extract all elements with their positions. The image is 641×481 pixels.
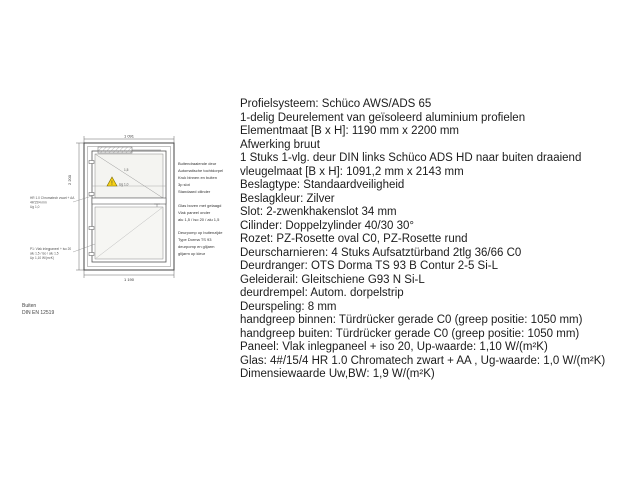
- note-left-glass: [30, 196, 75, 209]
- spec-line-afwerking: Afwerking bruut: [240, 138, 320, 151]
- spec-line-slot: Slot: 2-zwenkhakenslot 34 mm: [240, 206, 397, 218]
- door-closer: [98, 147, 132, 153]
- hinge-icon: [89, 227, 94, 230]
- specification-text-block: [240, 98, 638, 382]
- spec-line-beslagtype: Beslagtype: Standaardveiligheid: [240, 179, 405, 191]
- din-norm-label: DIN EN 12519: [22, 310, 55, 316]
- spec-line-element-type: 1-delig Deurelement van geïsoleerd aluminium profielen: [240, 111, 526, 124]
- note-line: 3p slot: [178, 182, 190, 187]
- note-right-hardware: [178, 161, 223, 194]
- spec-line-handgreep-buiten: handgreep buiten: Türdrücker gerade C0 (greep positie: 1050 mm): [240, 327, 580, 340]
- note-line: Kruk binnen en buiten: [178, 175, 217, 180]
- note-line: Vlak paneel onder: [178, 210, 211, 215]
- note-line: Automatische tochtdorpel: [178, 168, 224, 173]
- spec-line-deurscharnieren: Deurscharnieren: 4 Stuks Aufsatztürband 2tlg 36/66 C0: [240, 246, 522, 259]
- spec-line-dimensiewaarde: Dimensiewaarde Uw,BW: 1,9 W/(m²K): [240, 368, 435, 380]
- door-elevation-drawing: [0, 130, 240, 330]
- hinge-icon: [89, 193, 94, 196]
- note-line: P1: Vlak inlegpaneel + iso 20: [30, 247, 72, 251]
- spec-line-paneel: Paneel: Vlak inlegpaneel + iso 20, Up-waarde: 1,10 W/(m²K): [240, 341, 548, 353]
- spec-line-rozet: Rozet: PZ-Rosette oval C0, PZ-Rosette rund: [240, 233, 468, 245]
- spec-line-deur-uitvoering: 1 Stuks 1-vlg. deur DIN links Schüco ADS HD naar buiten draaiend: [240, 152, 582, 164]
- note-line: 4#/15/4 mm: [30, 200, 47, 205]
- note-right-infill: [178, 203, 221, 222]
- note-line: Type Dorma TS 93: [178, 237, 212, 242]
- glass-thickness-label: 1,5: [124, 168, 129, 172]
- dimension-bottom: [84, 270, 174, 282]
- note-line: Standaard cilinder: [178, 189, 211, 194]
- note-line: alu 1,5 / iso / alu 1,5: [30, 251, 59, 256]
- dimension-bottom-label: 1 190: [123, 277, 135, 282]
- note-right-closer: [178, 230, 223, 256]
- spec-line-elementmaat: Elementmaat [B x H]: 1190 mm x 2200 mm: [240, 125, 460, 137]
- spec-line-deurspeling: Deurspeling: 8 mm: [240, 300, 337, 313]
- hinge-icon: [89, 253, 94, 256]
- dimension-top: [84, 134, 174, 144]
- note-line: Buitendraaiende deur: [178, 161, 217, 166]
- note-line: Deurpomp op buitenzijde: [178, 230, 223, 235]
- note-line: Up 1,10 W/(m²K): [30, 256, 54, 260]
- view-side-label: Buiten: [22, 303, 37, 309]
- dimension-top-label: 1 091: [123, 133, 135, 139]
- warning-note-label: Ug 1,0: [119, 182, 129, 187]
- note-line: deurpomp en glijarm: [178, 244, 215, 249]
- spec-line-cilinder: Cilinder: Doppelzylinder 40/30 30°: [240, 219, 415, 232]
- spec-line-geleiderail: Geleiderail: Gleitschiene G93 N Si-L: [240, 273, 425, 286]
- note-line: Ug 1,0: [30, 205, 40, 209]
- note-line: Glas boven met gelaagd: [178, 203, 222, 208]
- view-reference: [22, 303, 54, 316]
- note-line: glijarm op kleur: [178, 251, 206, 256]
- spec-line-handgreep-binnen: handgreep binnen: Türdrücker gerade C0 (greep positie: 1050 mm): [240, 314, 583, 326]
- spec-line-beslagkleur: Beslagkleur: Zilver: [240, 192, 335, 205]
- mid-rail: [92, 198, 166, 204]
- note-line: HR 1.0 Chromatech zwart + AA: [30, 196, 75, 200]
- warning-exclamation: !: [111, 181, 113, 187]
- hinge-icon: [89, 161, 94, 164]
- spec-line-glas: Glas: 4#/15/4 HR 1.0 Chromatech zwart + AA , Ug-waarde: 1,0 W/(m²K): [240, 354, 606, 367]
- note-left-panel: [30, 247, 71, 260]
- spec-line-deurdranger: Deurdranger: OTS Dorma TS 93 B Contur 2-5 Si-L: [240, 260, 499, 272]
- spec-line-deurdrempel: deurdrempel: Autom. dorpelstrip: [240, 287, 404, 299]
- note-line: alu 1,5 / iso 20 / alu 1,5: [178, 217, 220, 222]
- dimension-height-label: 2 200: [67, 174, 72, 186]
- spec-line-profielsysteem: Profielsysteem: Schüco AWS/ADS 65: [240, 98, 432, 110]
- spec-line-vleugelmaat: vleugelmaat [B x H]: 1091,2 mm x 2143 mm: [240, 165, 464, 178]
